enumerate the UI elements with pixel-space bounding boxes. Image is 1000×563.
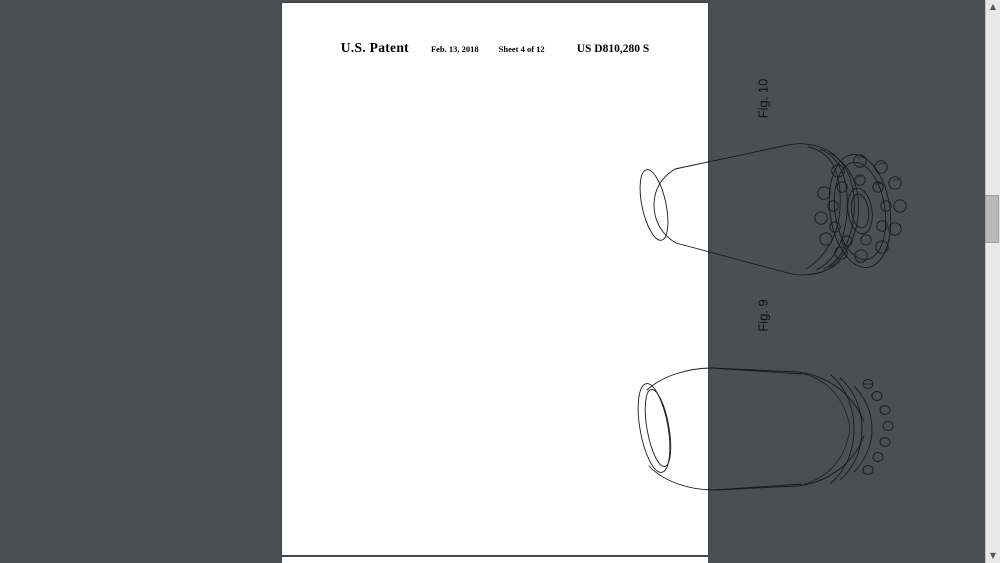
header-sheet-number: Sheet 4 of 12 xyxy=(498,44,545,54)
figure-10-label: Fig. 10 xyxy=(755,78,771,119)
patent-page xyxy=(282,3,771,555)
header-title: U.S. Patent xyxy=(340,40,409,55)
header-patent-number: US D810,280 S xyxy=(576,43,650,55)
scroll-up-arrow[interactable]: ▲ xyxy=(989,2,997,11)
patent-header xyxy=(282,39,708,57)
header-date: Feb. 13, 2018 xyxy=(430,44,479,54)
figure-9-label: Fig. 9 xyxy=(755,299,771,332)
page-gap xyxy=(282,557,708,563)
scrollbar-thumb[interactable] xyxy=(985,195,999,243)
scroll-down-arrow[interactable]: ▼ xyxy=(989,551,997,560)
figure-9-drawing xyxy=(592,338,952,518)
figure-10-drawing xyxy=(592,123,952,303)
vertical-scrollbar[interactable] xyxy=(985,0,1000,563)
